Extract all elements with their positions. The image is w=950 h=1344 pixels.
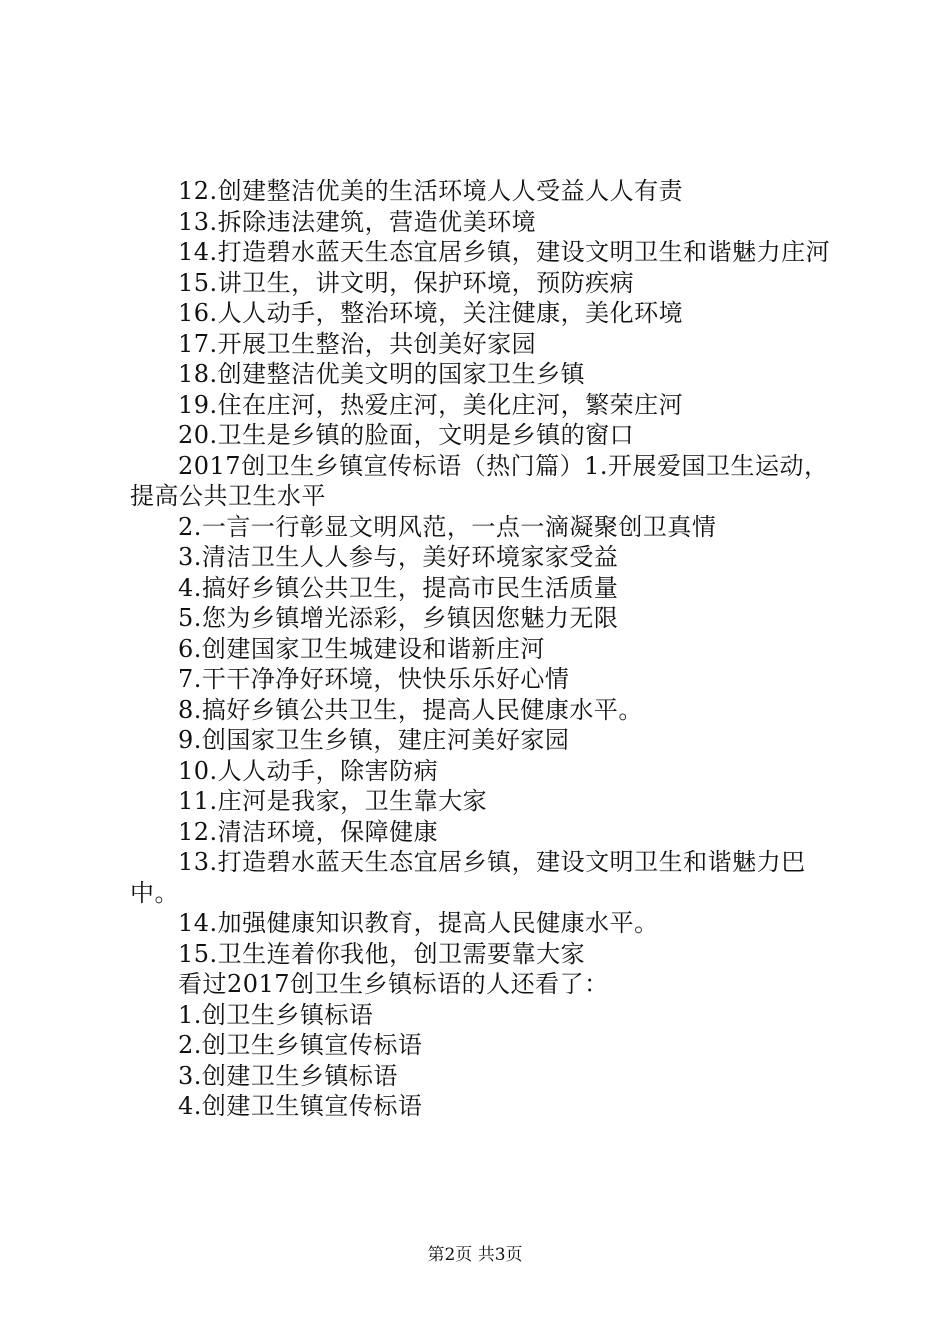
paragraph: 19.住在庄河，热爱庄河，美化庄河，繁荣庄河 [178, 390, 684, 419]
paragraph: 2.创卫生乡镇宣传标语 [178, 1031, 423, 1059]
paragraph: 2.一言一行彰显文明风范，一点一滴凝聚创卫真情 [178, 512, 717, 541]
paragraph: 9.创国家卫生乡镇，建庄河美好家园 [178, 726, 570, 754]
paragraph: 14.打造碧水蓝天生态宜居乡镇，建设文明卫生和谐魅力庄河 [178, 238, 831, 266]
paragraph: 12.创建整洁优美的生活环境人人受益人人有责 [178, 177, 684, 205]
paragraph: 13.拆除违法建筑，营造优美环境 [178, 207, 537, 236]
paragraph: 7.干干净净好环境，快快乐乐好心情 [178, 665, 570, 693]
paragraph: 8.搞好乡镇公共卫生，提高人民健康水平。 [178, 695, 643, 724]
paragraph: 3.创建卫生乡镇标语 [178, 1061, 398, 1090]
paragraph: 20.卫生是乡镇的脸面，文明是乡镇的窗口 [178, 421, 635, 449]
paragraph: 15.讲卫生，讲文明，保护环境，预防疾病 [178, 268, 635, 297]
paragraph: 6.创建国家卫生城建设和谐新庄河 [178, 634, 545, 663]
paragraph: 13.打造碧水蓝天生态宜居乡镇，建设文明卫生和谐魅力巴中。 [130, 848, 806, 907]
paragraph: 2017创卫生乡镇宣传标语（热门篇）1.开展爱国卫生运动，提高公共卫生水平 [130, 451, 829, 510]
paragraph: 15.卫生连着你我他，创卫需要靠大家 [178, 939, 586, 968]
paragraph: 3.清洁卫生人人参与，美好环境家家受益 [178, 543, 619, 571]
paragraph: 1.创卫生乡镇标语 [178, 1000, 374, 1029]
paragraph: 4.搞好乡镇公共卫生，提高市民生活质量 [178, 573, 619, 602]
paragraph: 看过2017创卫生乡镇标语的人还看了： [178, 970, 609, 998]
paragraph: 4.创建卫生镇宣传标语 [178, 1092, 423, 1120]
paragraph: 16.人人动手，整治环境，关注健康，美化环境 [178, 299, 684, 327]
document-body [130, 176, 842, 1122]
paragraph: 14.加强健康知识教育，提高人民健康水平。 [178, 909, 659, 937]
paragraph: 12.清洁环境，保障健康 [178, 817, 439, 846]
paragraph: 5.您为乡镇增光添彩，乡镇因您魅力无限 [178, 604, 619, 632]
paragraph: 10.人人动手，除害防病 [178, 756, 439, 785]
paragraph: 18.创建整洁优美文明的国家卫生乡镇 [178, 360, 586, 388]
paragraph: 11.庄河是我家，卫生靠大家 [178, 787, 488, 815]
page-footer: 第2页 共3页 [427, 1245, 523, 1265]
paragraph: 17.开展卫生整治，共创美好家园 [178, 329, 537, 358]
